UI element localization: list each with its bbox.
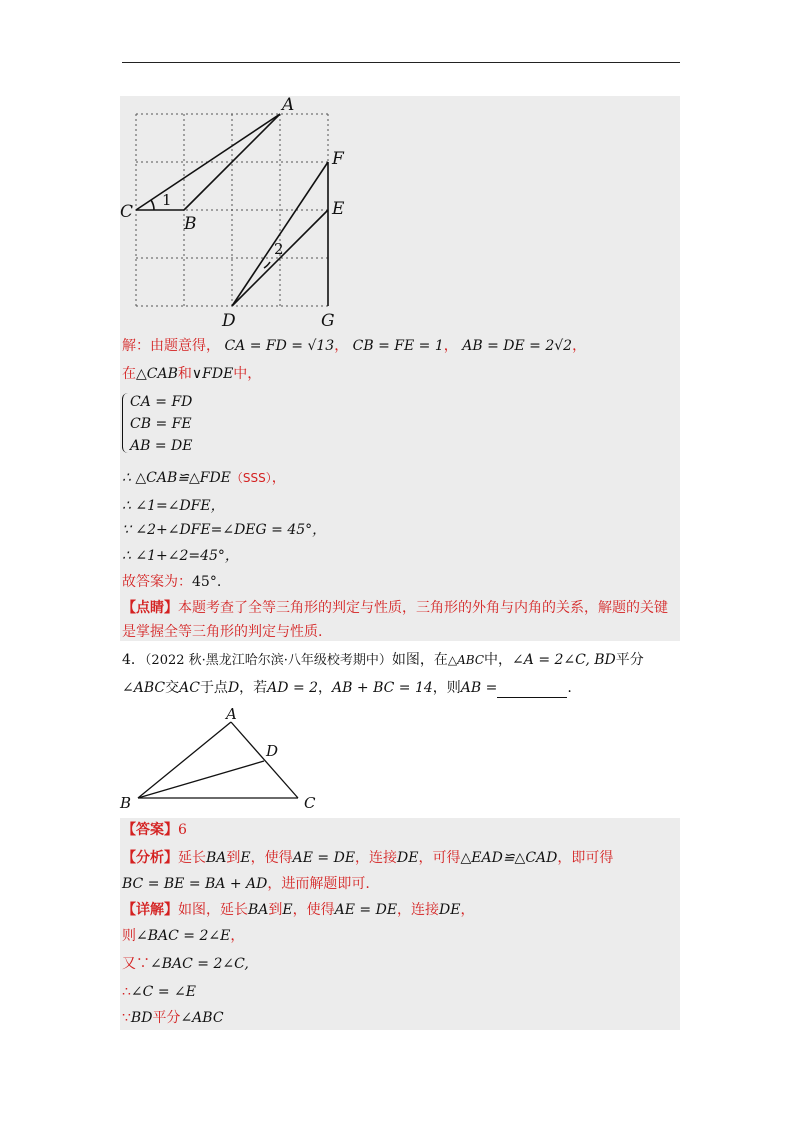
t: ∴ bbox=[122, 984, 131, 1000]
label-B: B bbox=[184, 214, 197, 234]
period: . bbox=[567, 680, 572, 696]
comment-line-1 bbox=[122, 598, 668, 618]
solution-line-3 bbox=[122, 468, 286, 488]
text-and: 和 bbox=[177, 366, 192, 382]
comment-line-2: 是掌握全等三角形的判定与性质. bbox=[122, 624, 323, 640]
t: 则 bbox=[122, 928, 136, 944]
t: 如图，延长 bbox=[178, 902, 248, 918]
comment-text-1: 本题考查了全等三角形的判定与性质，三角形的外角与内角的关系，解题的关键 bbox=[178, 600, 668, 616]
t: ，进而解题即可. bbox=[267, 876, 370, 892]
header-rule bbox=[122, 62, 680, 63]
t: ，使得 bbox=[292, 902, 335, 918]
eq-ab-de: AB = DE = 2√2 bbox=[462, 338, 573, 354]
angle-1-label: 1 bbox=[162, 191, 172, 209]
eq-c-e: ∠C = ∠E bbox=[130, 984, 196, 1000]
answer-prefix: 故答案为： bbox=[122, 574, 192, 590]
text-intersect: 交 bbox=[165, 680, 180, 696]
text-at-point: 于点 bbox=[199, 680, 228, 696]
triangle-abc: △ABC bbox=[447, 653, 485, 667]
label-C: C bbox=[120, 202, 134, 222]
triangle-figure bbox=[116, 706, 326, 810]
label-F: F bbox=[332, 149, 344, 169]
t: ，可得 bbox=[418, 850, 461, 866]
t: ，连接 bbox=[355, 850, 398, 866]
problem-text: 如图，在 bbox=[391, 652, 448, 668]
answer-value-6: 6 bbox=[178, 822, 187, 838]
eq-ca-fd: CA = FD = √13 bbox=[224, 338, 335, 354]
eq-bac-2c: ∠BAC = 2∠C, bbox=[150, 956, 249, 972]
triangle-fde: ∨FDE bbox=[191, 366, 234, 382]
eq-bac-2e: ∠BAC = 2∠E bbox=[136, 928, 231, 944]
seg-ba: BA bbox=[206, 850, 227, 866]
t: ∵ bbox=[122, 1010, 131, 1026]
comma: ， bbox=[318, 680, 333, 696]
analysis-tag: 【分析】 bbox=[122, 850, 178, 866]
ask-ab: AB = bbox=[460, 680, 498, 696]
angle-abc: ∠ABC bbox=[122, 680, 166, 696]
text-if: ，若 bbox=[239, 680, 268, 696]
point-d: D bbox=[227, 680, 240, 696]
solution-line-5: ∵ ∠2+∠DFE=∠DEG = 45°， bbox=[122, 522, 327, 538]
problem-source: （2022 秋·黑龙江哈尔滨·八年级校考期中） bbox=[144, 653, 392, 668]
solution-line-1: 解：由题意得， CA = FD = √13， CB = FE = 1， AB = DE = 2√2， bbox=[122, 338, 587, 354]
cond-ad: AD = 2 bbox=[267, 680, 319, 696]
eq-ae-de: AE = DE bbox=[292, 850, 356, 866]
comma: ， bbox=[271, 470, 286, 486]
answer-blank[interactable] bbox=[497, 683, 567, 698]
solution-prefix: 解：由题意得， bbox=[122, 338, 220, 354]
angle-abc: ∠ABC bbox=[180, 1010, 224, 1026]
detail-line-1 bbox=[122, 900, 475, 920]
answer-line bbox=[122, 820, 187, 840]
label-E: E bbox=[332, 199, 345, 219]
problem-mid: 中， bbox=[484, 652, 513, 668]
detail-line-5 bbox=[122, 1008, 224, 1028]
sss-tag: （SSS） bbox=[230, 471, 272, 485]
fig2-label-D: D bbox=[266, 742, 279, 760]
solution-line-6: ∴ ∠1+∠2=45°， bbox=[122, 548, 239, 564]
t: 到 bbox=[268, 902, 283, 918]
seg-de: DE bbox=[397, 850, 419, 866]
t: ， bbox=[230, 928, 245, 944]
problem-number: 4． bbox=[122, 652, 145, 668]
problem-condition: ∠A = 2∠C, BD bbox=[512, 652, 616, 668]
answer-tag: 【答案】 bbox=[122, 822, 178, 838]
t: 又∵ bbox=[122, 956, 150, 972]
eq-bc-be: BC = BE = BA + AD bbox=[122, 876, 268, 892]
cond-ab-bc: AB + BC = 14 bbox=[332, 680, 433, 696]
problem-bisects: 平分 bbox=[615, 652, 644, 668]
t: 到 bbox=[226, 850, 241, 866]
t: ，使得 bbox=[250, 850, 293, 866]
t: 平分 bbox=[152, 1010, 181, 1026]
text-in: 在 bbox=[122, 366, 136, 382]
point-e: E bbox=[282, 902, 293, 918]
system-eq-3: AB = DE bbox=[130, 438, 193, 454]
comment-tag: 【点睛】 bbox=[122, 600, 178, 616]
seg-bd: BD bbox=[130, 1010, 153, 1026]
seg-de: DE bbox=[439, 902, 461, 918]
system-eq-1: CA = FD bbox=[130, 394, 193, 410]
label-G: G bbox=[321, 311, 335, 328]
seg-ba: BA bbox=[248, 902, 269, 918]
system-eq-2: CB = FE bbox=[130, 416, 192, 432]
congruence-ead-cad: △EAD≌△CAD bbox=[460, 850, 558, 866]
analysis-line-2 bbox=[122, 874, 370, 894]
fig2-label-A: A bbox=[226, 706, 237, 723]
text-middle: 中， bbox=[233, 366, 262, 382]
t: ，连接 bbox=[397, 902, 440, 918]
t: 延长 bbox=[178, 850, 206, 866]
grid-figure bbox=[118, 96, 358, 328]
congruence-statement: ∴ △CAB≌△FDE bbox=[122, 470, 231, 486]
triangle-cab: △CAB bbox=[136, 366, 178, 382]
detail-line-2 bbox=[122, 926, 244, 946]
point-e: E bbox=[240, 850, 251, 866]
t: ， bbox=[460, 902, 475, 918]
detail-line-4 bbox=[122, 982, 196, 1002]
analysis-line-1 bbox=[122, 848, 613, 868]
label-D: D bbox=[222, 311, 236, 328]
solution-line-4: ∴ ∠1=∠DFE， bbox=[122, 498, 225, 514]
problem-4-line-1 bbox=[122, 650, 644, 671]
detail-line-3 bbox=[122, 954, 249, 974]
problem-4-line-2 bbox=[122, 678, 572, 698]
label-A: A bbox=[282, 96, 295, 115]
fig2-label-C: C bbox=[304, 794, 316, 810]
solution-line-2 bbox=[122, 364, 261, 384]
solution-line-7 bbox=[122, 572, 221, 592]
detail-tag: 【详解】 bbox=[122, 902, 178, 918]
eq-cb-fe: CB = FE = 1 bbox=[352, 338, 444, 354]
seg-ac: AC bbox=[179, 680, 200, 696]
eq-ae-de: AE = DE bbox=[334, 902, 398, 918]
text-then: ，则 bbox=[432, 680, 461, 696]
answer-value: 45°. bbox=[192, 574, 222, 590]
fig2-label-B: B bbox=[120, 794, 132, 810]
t: ，即可得 bbox=[557, 850, 614, 866]
angle-2-label: 2 bbox=[274, 240, 284, 258]
